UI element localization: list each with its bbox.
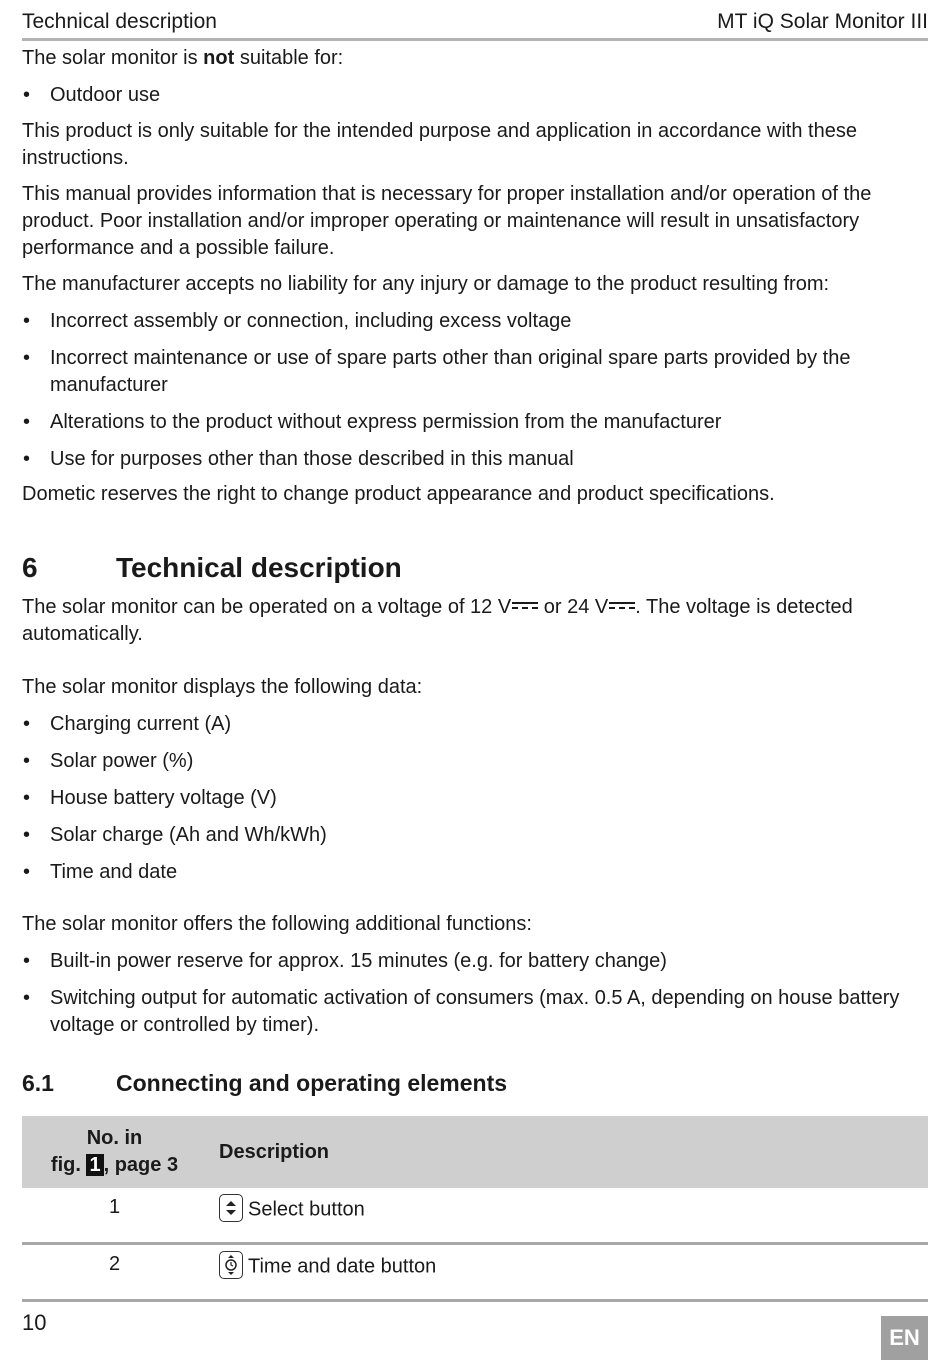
- select-button-icon: [219, 1194, 243, 1222]
- not-suitable-list: [22, 82, 928, 109]
- list-item: • House battery voltage (V): [22, 785, 928, 812]
- section-6-heading: [22, 552, 928, 584]
- manual-info-paragraph: This manual provides information that is necessary for proper installation and/or operation of the product. Poor installation and/or improper operating or maintenance will result in unsatisfactory performance and a possible failure.: [22, 183, 872, 259]
- row-description: Select button: [207, 1188, 928, 1244]
- dc-symbol-icon: [609, 600, 635, 610]
- list-item: • Switching output for automatic activation of consumers (max. 0.5 A, depending on house battery voltage or controlled by timer).: [22, 985, 928, 1039]
- list-item: • Charging current (A): [22, 711, 928, 738]
- row-number: 1: [22, 1188, 207, 1244]
- elements-table: [22, 1116, 928, 1302]
- table-row: [22, 1188, 928, 1244]
- running-header: [22, 8, 928, 41]
- time-date-button-icon: [219, 1251, 243, 1279]
- page-number: 10: [22, 1310, 47, 1335]
- section-title: Connecting and operating elements: [116, 1070, 508, 1096]
- row-number: 2: [22, 1244, 207, 1301]
- section-6-1-heading: [22, 1070, 928, 1097]
- row-description: Time and date button: [207, 1244, 928, 1301]
- list-item: • Time and date: [22, 859, 928, 886]
- list-item: • Solar charge (Ah and Wh/kWh): [22, 822, 928, 849]
- list-item: • Solar power (%): [22, 748, 928, 775]
- header-product-name: MT iQ Solar Monitor III: [717, 10, 928, 33]
- dc-symbol-icon: [512, 600, 538, 610]
- list-item: • Alterations to the product without express permission from the manufacturer: [22, 409, 928, 436]
- liability-paragraph: The manufacturer accepts no liability for any injury or damage to the product resulting from:: [22, 273, 830, 295]
- list-item: • Outdoor use: [22, 82, 928, 109]
- dometic-paragraph: Dometic reserves the right to change product appearance and product specifications.: [22, 483, 775, 505]
- table-header-row: [22, 1116, 928, 1188]
- not-emphasis: not: [203, 47, 235, 69]
- displays-paragraph: The solar monitor displays the following data:: [22, 676, 423, 698]
- display-data-list: [22, 711, 928, 886]
- list-item: • Built-in power reserve for approx. 15 minutes (e.g. for battery change): [22, 948, 928, 975]
- liability-list: [22, 308, 928, 473]
- list-item: • Incorrect maintenance or use of spare parts other than original spare parts provided by the manufacturer: [22, 345, 928, 399]
- not-suitable-paragraph: The solar monitor is not suitable for:: [22, 47, 344, 69]
- section-number: 6: [22, 552, 38, 583]
- list-item: • Incorrect assembly or connection, including excess voltage: [22, 308, 928, 335]
- language-badge: EN: [881, 1316, 928, 1360]
- list-item: • Use for purposes other than those described in this manual: [22, 446, 928, 473]
- functions-paragraph: The solar monitor offers the following additional functions:: [22, 913, 532, 935]
- intended-purpose-paragraph: This product is only suitable for the intended purpose and application in accordance with these instructions.: [22, 120, 857, 169]
- table-row: [22, 1244, 928, 1301]
- column-header-number: No. in fig. 1 , page 3: [22, 1116, 207, 1188]
- section-title: Technical description: [116, 552, 402, 583]
- functions-list: [22, 948, 928, 1039]
- section-number: 6.1: [22, 1070, 54, 1096]
- column-header-description: Description: [207, 1116, 928, 1188]
- voltage-paragraph: The solar monitor can be operated on a voltage of 12 V or 24 V . The voltage is detected automatically.: [22, 596, 853, 645]
- figure-reference-badge: 1: [86, 1154, 103, 1176]
- header-section-title: Technical description: [22, 10, 217, 33]
